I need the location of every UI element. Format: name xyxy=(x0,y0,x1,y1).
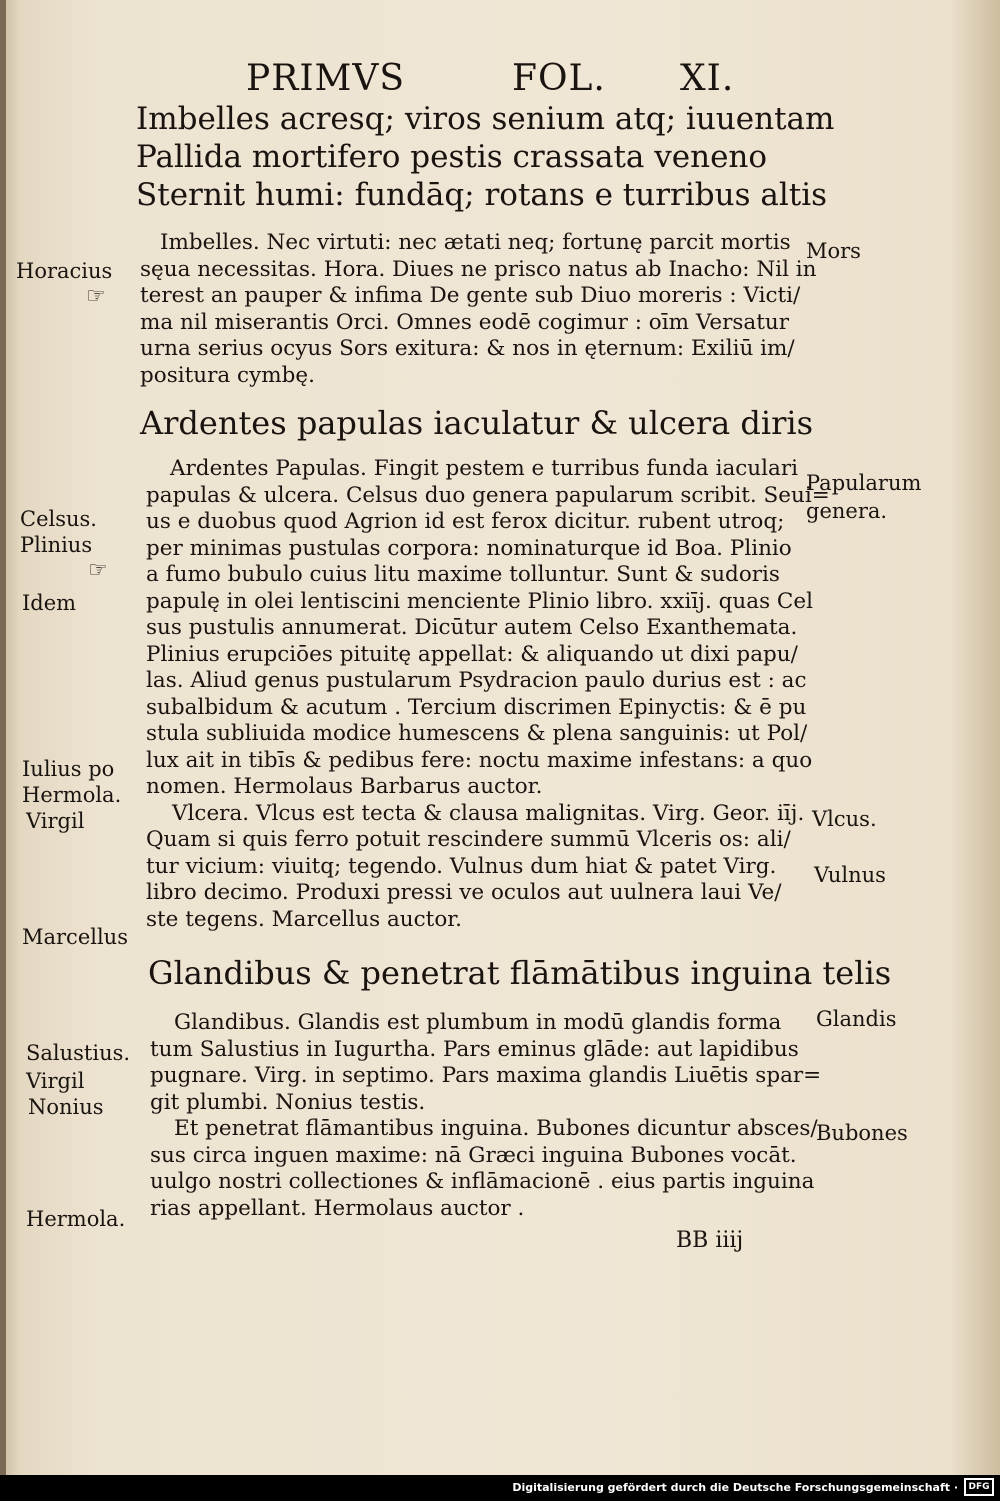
text-line: rias appellant. Hermolaus auctor . xyxy=(150,1195,525,1221)
manicule-icon: ☞ xyxy=(86,284,106,309)
running-head-folio-number: XI. xyxy=(680,58,735,99)
text-line: Glandibus. Glandis est plumbum in modū glandis forma xyxy=(174,1010,782,1035)
verse-line: Sternit humi: fundāq; rotans e turribus altis xyxy=(136,177,828,213)
margin-note-idem: Idem xyxy=(22,591,77,615)
commentary-block xyxy=(140,230,817,389)
text-line: Quam si quis ferro potuit rescindere summū Vlceris os: ali/ xyxy=(146,827,791,852)
text-line: papulę in olei lentiscini menciente Plinio libro. xxiīj. quas Cel xyxy=(146,588,813,614)
text-line: git plumbi. Nonius testis. xyxy=(150,1089,426,1115)
margin-note-horacius: Horacius xyxy=(16,259,113,283)
margin-note-iulius: Iulius po xyxy=(22,757,115,781)
text-line: stula subliuida modice humescens & plena sanguinis: ut Pol/ xyxy=(146,721,808,746)
margin-note-hermola: Hermola. xyxy=(22,783,122,807)
text-line: Imbelles. Nec virtuti: nec ætati neq; fortunę parcit mortis xyxy=(160,230,791,255)
text-line: positura cymbę. xyxy=(140,362,315,388)
text-line: tur vicium: viuitq; tegendo. Vulnus dum hiat & patet Virg. xyxy=(146,853,777,879)
margin-note-nonius: Nonius xyxy=(28,1095,104,1119)
margin-note-genera: genera. xyxy=(806,499,888,523)
text-line: sęua necessitas. Hora. Diues ne prisco natus ab Inacho: Nil in xyxy=(140,256,817,282)
text-line: terest an pauper & infima De gente sub Diuo moreris : Victi/ xyxy=(140,283,801,308)
dfg-logo: DFG xyxy=(964,1478,994,1496)
margin-note-vlcus: Vlcus. xyxy=(812,807,877,831)
margin-note-salustius: Salustius. xyxy=(26,1041,131,1065)
margin-note-papularum: Papularum xyxy=(806,471,922,495)
text-line: nomen. Hermolaus Barbarus auctor. xyxy=(146,774,543,799)
text-line: subalbidum & acutum . Tercium discrimen Epinyctis: & ē pu xyxy=(146,694,807,720)
text-line: Vlcera. Vlcus est tecta & clausa malignitas. Virg. Geor. iīj. xyxy=(172,800,805,826)
text-line: Et penetrat flāmantibus inguina. Bubones dicuntur absces/ xyxy=(174,1116,818,1141)
margin-note-glandis: Glandis xyxy=(816,1007,897,1031)
text-line: Plinius erupciōes pituitę appellat: & aliquando ut dixi papu/ xyxy=(146,641,798,667)
text-line: us e duobus quod Agrion id est ferox dicitur. rubent utroq; xyxy=(146,509,785,534)
verse-line: Pallida mortifero pestis crassata veneno xyxy=(136,139,768,175)
text-line: urna serius ocyus Sors exitura: & nos in ęternum: Exiliū im/ xyxy=(140,336,795,361)
text-line: ste tegens. Marcellus auctor. xyxy=(146,906,463,932)
text-line: Ardentes Papulas. Fingit pestem e turribus funda iaculari xyxy=(170,456,799,481)
margin-note-vulnus: Vulnus xyxy=(814,863,886,887)
signature-mark: BB iiij xyxy=(676,1228,744,1253)
verse-line: Imbelles acresq; viros senium atq; iuuentam xyxy=(136,101,835,137)
margin-note-mors: Mors xyxy=(806,239,861,263)
margin-note-bubones: Bubones xyxy=(816,1121,908,1145)
text-line: uulgo nostri collectiones & inflāmacionē . eius partis inguina xyxy=(150,1169,815,1194)
footer-bar xyxy=(0,1475,1000,1501)
text-line: a fumo bubulo cuius litu maxime tolluntur. Sunt & sudoris xyxy=(146,562,780,587)
verse-lemma: Ardentes papulas iaculatur & ulcera diris xyxy=(140,404,814,442)
margin-note-virgil: Virgil xyxy=(26,1069,85,1093)
running-head-folio-label: FOL. xyxy=(512,58,606,99)
margin-note-marcellus: Marcellus xyxy=(22,925,128,949)
commentary-block xyxy=(146,456,830,933)
text-line: las. Aliud genus pustularum Psydracion paulo durius est : ac xyxy=(146,668,807,693)
text-line: sus circa inguen maxime: nā Græci inguina Bubones vocāt. xyxy=(150,1142,797,1168)
margin-note-celsus: Celsus. xyxy=(20,507,97,531)
margin-note-virgil: Virgil xyxy=(26,809,85,833)
commentary-block xyxy=(150,1010,822,1222)
verse-lemma: Glandibus & penetrat flāmātibus inguina telis xyxy=(148,954,892,992)
text-line: per minimas pustulas corpora: nominaturque id Boa. Plinio xyxy=(146,535,792,561)
text-line: libro decimo. Produxi pressi ve oculos aut uulnera laui Ve/ xyxy=(146,880,782,905)
text-line: ma nil miserantis Orci. Omnes eodē cogimur : oīm Versatur xyxy=(140,309,790,335)
text-line: sus pustulis annumerat. Dicūtur autem Celso Exanthemata. xyxy=(146,615,798,640)
text-line: papulas & ulcera. Celsus duo genera papularum scribit. Seui= xyxy=(146,482,830,508)
text-line: lux ait in tibīs & pedibus fere: noctu maxime infestans: a quo xyxy=(146,747,813,773)
margin-note-plinius: Plinius xyxy=(20,533,93,557)
margin-note-hermola: Hermola. xyxy=(26,1207,126,1231)
manicule-icon: ☞ xyxy=(88,558,108,583)
running-head-book: PRIMVS xyxy=(246,58,406,99)
funding-credit: Digitalisierung gefördert durch die Deutsche Forschungsgemeinschaft · xyxy=(512,1481,958,1494)
text-line: pugnare. Virg. in septimo. Pars maxima glandis Liuētis spar= xyxy=(150,1063,822,1088)
text-line: tum Salustius in Iugurtha. Pars eminus glāde: aut lapidibus xyxy=(150,1036,799,1062)
